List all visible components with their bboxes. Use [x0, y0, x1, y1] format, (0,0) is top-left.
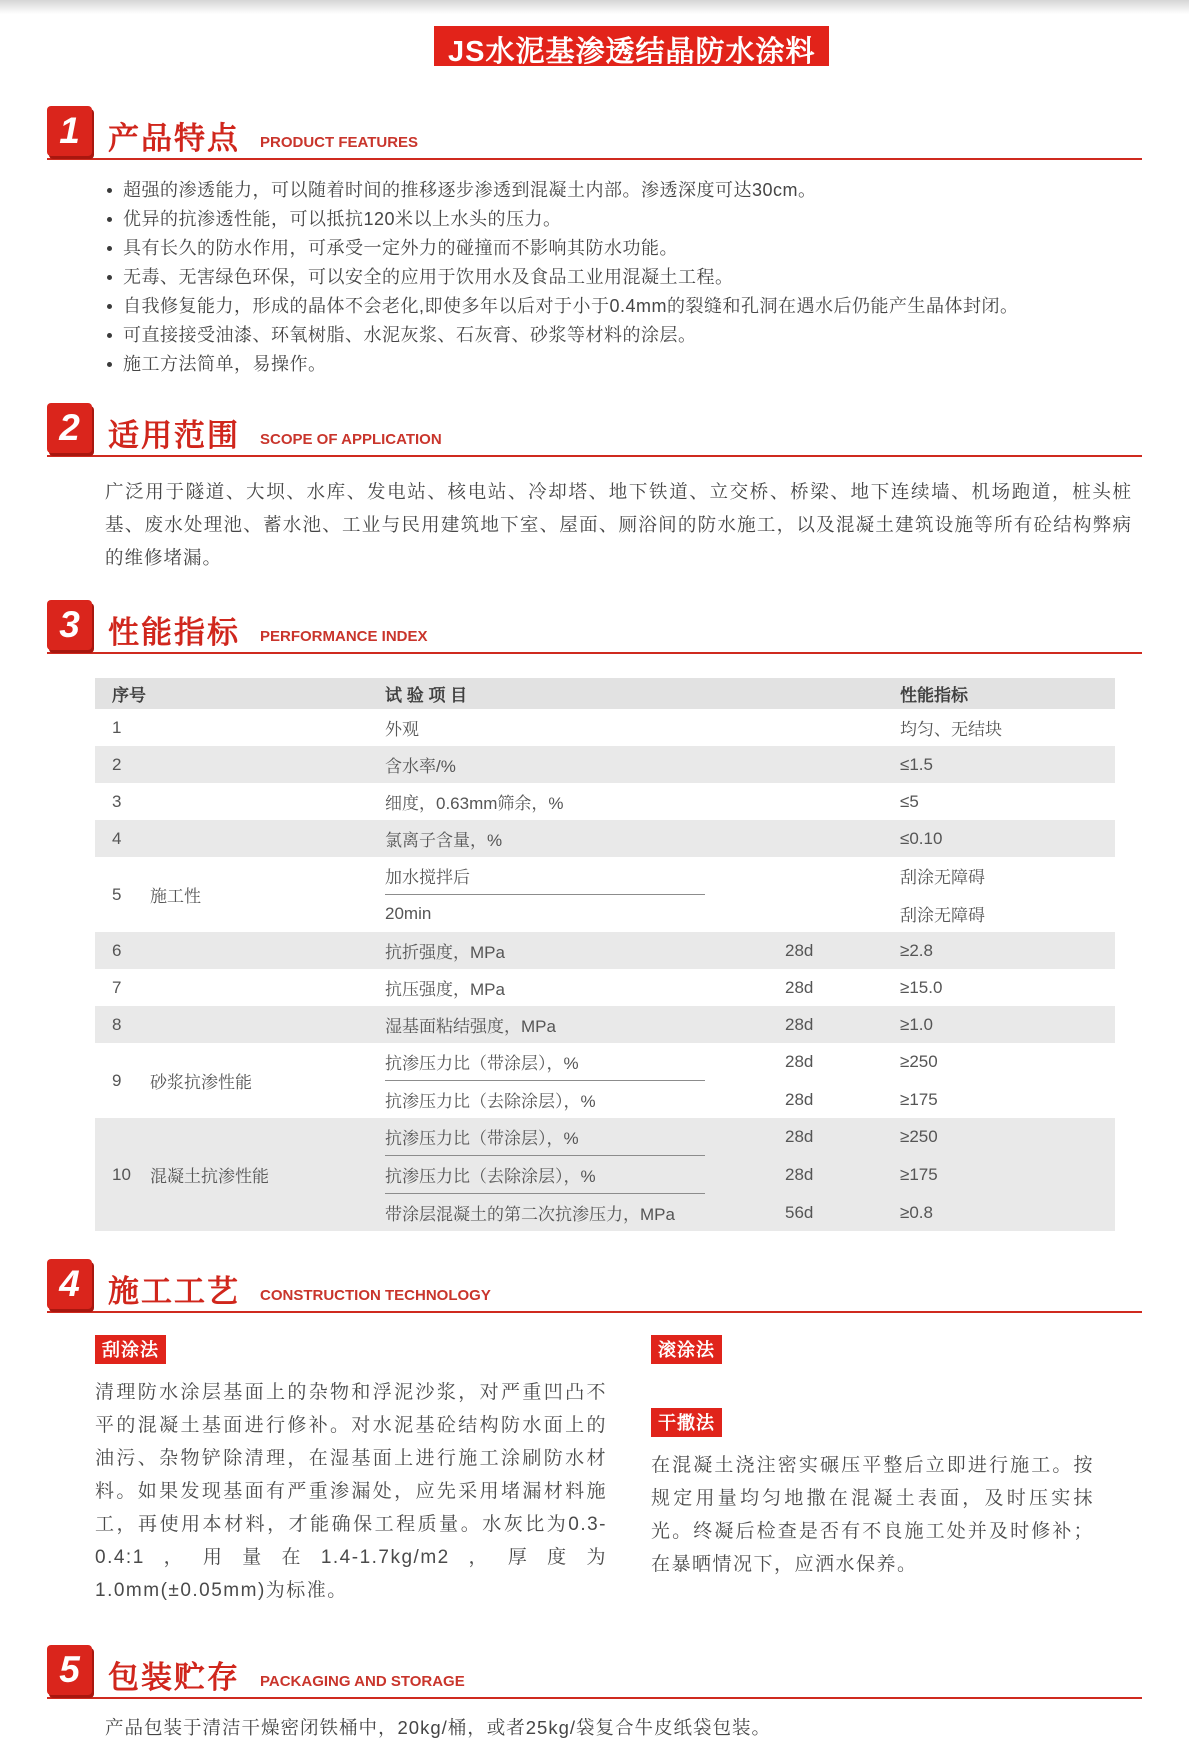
- section-number-badge: 5: [47, 1645, 92, 1695]
- age-cell: 28d: [785, 977, 814, 997]
- table-row: [95, 746, 1115, 783]
- table-sub-row: [385, 821, 1115, 856]
- feature-item: 自我修复能力，形成的晶体不会老化,即使多年以后对于小于0.4mm的裂缝和孔洞在遇水后仍能产生晶体封闭。: [105, 292, 1142, 321]
- section-title-en: SCOPE OF APPLICATION: [260, 431, 442, 448]
- section-title-zh: 施工工艺: [108, 1274, 240, 1309]
- method-text: 在混凝土浇注密实碾压平整后立即进行施工。按规定用量均匀地撒在混凝土表面，及时压实抹光。终凝后检查是否有不良施工处并及时修补；在暴晒情况下，应洒水保养。: [651, 1455, 1094, 1575]
- section-title-zh: 包装贮存: [108, 1660, 240, 1695]
- test-item-cell: 含水率/%: [385, 757, 456, 776]
- row-sub-rows: [385, 857, 1115, 932]
- row-number: 6: [112, 940, 122, 960]
- row-sub-rows: [385, 932, 1115, 969]
- sub-row-divider: [385, 894, 705, 895]
- age-cell: 28d: [785, 1051, 814, 1071]
- test-item-cell: 抗渗压力比（带涂层），%: [385, 1054, 579, 1073]
- index-cell: 均匀、无结块: [900, 720, 1002, 739]
- section-performance-header: [47, 600, 1142, 654]
- feature-item: 优异的抗渗透性能，可以抵抗120米以上水头的压力。: [105, 205, 1142, 234]
- age-cell: 28d: [785, 1164, 814, 1184]
- index-cell: 刮涂无障碍: [900, 906, 985, 925]
- table-sub-row: [385, 1082, 1115, 1117]
- test-item-cell: 20min: [385, 903, 432, 923]
- age-cell: 28d: [785, 1014, 814, 1034]
- feature-item: 无毒、无害绿色环保，可以安全的应用于饮用水及食品工业用混凝土工程。: [105, 263, 1142, 292]
- index-cell: ≥175: [900, 1164, 938, 1184]
- scope-paragraph: 广泛用于隧道、大坝、水库、发电站、核电站、冷却塔、地下铁道、立交桥、桥梁、地下连续墙、机场跑道，桩头桩基、废水处理池、蓄水池、工业与民用建筑地下室、屋面、厕浴间的防水施工，以及混凝土建筑设施等所有砼结构弊病的维修堵漏。: [105, 481, 1132, 568]
- row-sub-rows: [385, 820, 1115, 857]
- table-sub-row: [385, 1119, 1115, 1154]
- method-spacer: [651, 1364, 1094, 1408]
- row-number: 5: [112, 884, 122, 904]
- test-item-cell: 带涂层混凝土的第二次抗渗压力，MPa: [385, 1205, 675, 1224]
- row-number: 1: [112, 717, 122, 737]
- top-scan-shade: [0, 0, 1189, 14]
- section-scope-header: [47, 403, 1142, 457]
- row-sub-rows: [385, 1118, 1115, 1231]
- test-item-cell: 外观: [385, 720, 419, 739]
- table-sub-row: [385, 784, 1115, 819]
- table-sub-row: [385, 970, 1115, 1005]
- section-performance: [47, 600, 1142, 1231]
- index-cell: ≥1.0: [900, 1014, 933, 1034]
- row-sub-rows: [385, 783, 1115, 820]
- section-construction: [47, 1259, 1142, 1607]
- method-badge: 滚涂法: [651, 1335, 722, 1364]
- method-badge: 干撒法: [651, 1408, 722, 1437]
- methods-left-column: [95, 1335, 607, 1607]
- age-cell: 28d: [785, 1126, 814, 1146]
- sub-row-divider: [385, 1080, 705, 1081]
- index-cell: ≥15.0: [900, 977, 943, 997]
- section-title-en: PERFORMANCE INDEX: [260, 628, 428, 645]
- performance-table: [95, 678, 1115, 1231]
- packaging-paragraph: 产品包装于清洁干燥密闭铁桶中，20kg/桶，或者25kg/袋复合牛皮纸袋包装。: [105, 1717, 772, 1738]
- table-header-stack: [385, 681, 1115, 706]
- test-item-cell: 抗压强度，MPa: [385, 980, 505, 999]
- row-sub-rows: [385, 1006, 1115, 1043]
- table-header-row: [95, 678, 1115, 709]
- section-title-en: CONSTRUCTION TECHNOLOGY: [260, 1287, 491, 1304]
- section-title-en: PACKAGING AND STORAGE: [260, 1673, 465, 1690]
- index-cell: ≥250: [900, 1051, 938, 1071]
- table-sub-row: [385, 1157, 1115, 1192]
- test-item-cell: 氯离子含量，%: [385, 831, 503, 850]
- row-number: 2: [112, 754, 122, 774]
- section-packaging-header: [47, 1645, 1142, 1699]
- test-item-cell: 湿基面粘结强度，MPa: [385, 1017, 556, 1036]
- row-number: 8: [112, 1014, 122, 1034]
- row-number: 10: [112, 1164, 131, 1184]
- index-cell: ≤5: [900, 791, 919, 811]
- table-row: [95, 969, 1115, 1006]
- test-item-cell: 加水搅拌后: [385, 868, 470, 887]
- table-row: [95, 783, 1115, 820]
- sub-row-divider: [385, 1193, 705, 1194]
- table-row: [95, 820, 1115, 857]
- feature-item: 施工方法简单，易操作。: [105, 350, 1142, 379]
- method-badge: 刮涂法: [95, 1335, 166, 1364]
- table-row: [95, 1006, 1115, 1043]
- page-title: JS水泥基渗透结晶防水涂料: [434, 26, 829, 66]
- methods-columns: [95, 1335, 1094, 1607]
- test-item-cell: 细度，0.63mm筛余，%: [385, 794, 564, 813]
- section-title-zh: 产品特点: [108, 121, 240, 156]
- row-category: 砂浆抗渗性能: [150, 1073, 252, 1092]
- test-item-cell: 抗渗压力比（去除涂层），%: [385, 1092, 596, 1111]
- col-header-item: 试 验 项 目: [385, 686, 468, 705]
- test-item-cell: 抗渗压力比（去除涂层），%: [385, 1167, 596, 1186]
- feature-item: 超强的渗透能力，可以随着时间的推移逐步渗透到混凝土内部。渗透深度可达30cm。: [105, 176, 1142, 205]
- section-title-en: PRODUCT FEATURES: [260, 134, 419, 151]
- table-row: [95, 857, 1115, 932]
- row-number: 7: [112, 977, 122, 997]
- row-category: 施工性: [150, 887, 201, 906]
- row-sub-rows: [385, 969, 1115, 1006]
- section-features-header: [47, 106, 1142, 160]
- age-cell: 28d: [785, 1089, 814, 1109]
- test-item-cell: 抗折强度，MPa: [385, 943, 505, 962]
- age-cell: 28d: [785, 940, 814, 960]
- sub-row-divider: [385, 1155, 705, 1156]
- performance-table-rows: [95, 709, 1115, 1231]
- row-sub-rows: [385, 1043, 1115, 1118]
- feature-item: 可直接接受油漆、环氧树脂、水泥灰浆、石灰膏、砂浆等材料的涂层。: [105, 321, 1142, 350]
- index-cell: ≥175: [900, 1089, 938, 1109]
- index-cell: ≥2.8: [900, 940, 933, 960]
- method-text: 清理防水涂层基面上的杂物和浮泥沙浆，对严重凹凸不平的混凝土基面进行修补。对水泥基砼结构防水面上的油污、杂物铲除清理，在湿基面上进行施工涂刷防水材料。如果发现基面有严重渗漏处，应先采用堵漏材料施工，再使用本材料，才能确保工程质量。水灰比为0.3-0.4:1，用量在1.4-1.7kg/m2，厚度为1.0mm(±0.05mm)为标准。: [95, 1382, 607, 1601]
- table-sub-row: [385, 747, 1115, 782]
- table-row: [95, 1043, 1115, 1118]
- section-packaging: [47, 1645, 1142, 1743]
- table-sub-row: [385, 1044, 1115, 1079]
- section-title-zh: 适用范围: [108, 418, 240, 453]
- col-header-no: 序号: [112, 686, 146, 705]
- table-sub-row: [385, 933, 1115, 968]
- section-number-badge: 1: [47, 106, 92, 156]
- table-sub-row: [385, 858, 1115, 893]
- index-cell: ≥250: [900, 1126, 938, 1146]
- row-number: 9: [112, 1070, 122, 1090]
- feature-list: [105, 176, 1142, 379]
- section-scope: [47, 403, 1142, 574]
- section-construction-header: [47, 1259, 1142, 1313]
- table-sub-row: [385, 1007, 1115, 1042]
- table-sub-row: [385, 896, 1115, 931]
- section-number-badge: 4: [47, 1259, 92, 1309]
- table-sub-row: [385, 710, 1115, 745]
- index-cell: ≤1.5: [900, 754, 933, 774]
- table-row: [95, 932, 1115, 969]
- row-category: 混凝土抗渗性能: [150, 1167, 269, 1186]
- table-row: [95, 1118, 1115, 1231]
- index-cell: ≤0.10: [900, 828, 943, 848]
- test-item-cell: 抗渗压力比（带涂层），%: [385, 1129, 579, 1148]
- row-number: 4: [112, 828, 122, 848]
- index-cell: ≥0.8: [900, 1202, 933, 1222]
- section-number-badge: 3: [47, 600, 92, 650]
- feature-item: 具有长久的防水作用，可承受一定外力的碰撞而不影响其防水功能。: [105, 234, 1142, 263]
- table-sub-row: [385, 1195, 1115, 1230]
- row-sub-rows: [385, 746, 1115, 783]
- methods-right-column: [651, 1335, 1094, 1607]
- section-title-zh: 性能指标: [108, 615, 240, 650]
- table-row: [95, 709, 1115, 746]
- index-cell: 刮涂无障碍: [900, 868, 985, 887]
- age-cell: 56d: [785, 1202, 814, 1222]
- section-number-badge: 2: [47, 403, 92, 453]
- col-header-index: 性能指标: [900, 686, 968, 705]
- row-number: 3: [112, 791, 122, 811]
- row-sub-rows: [385, 709, 1115, 746]
